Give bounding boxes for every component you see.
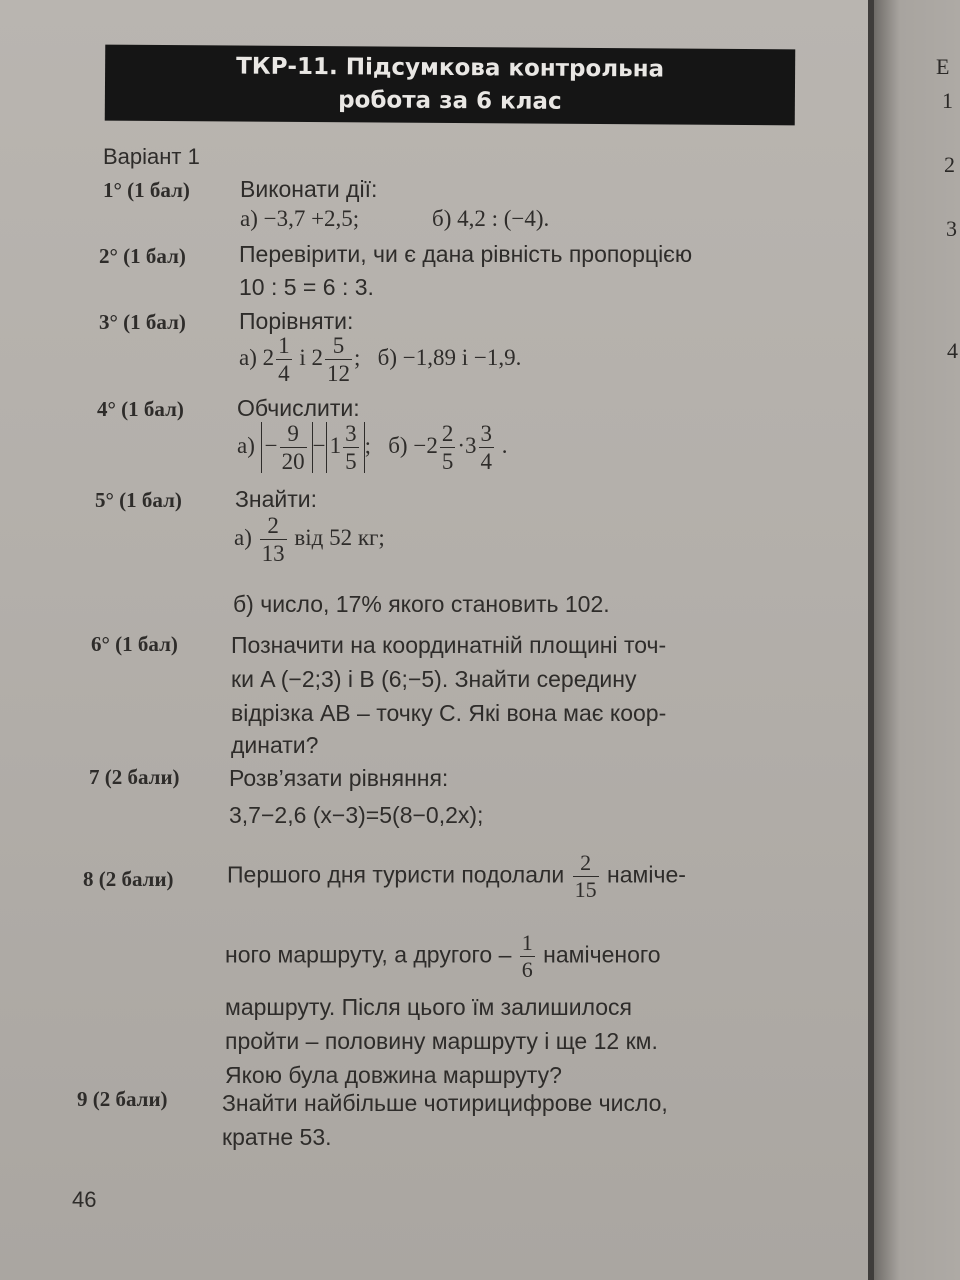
task-5-part-a — [234, 514, 385, 565]
fraction-denominator: 6 — [521, 957, 533, 982]
adjacent-page-glyph: 3 — [946, 216, 957, 241]
task-3-part-a-prefix: а) — [239, 344, 257, 370]
fraction-numerator: 2 — [441, 421, 454, 446]
task-1-title: Виконати дії: — [240, 176, 378, 202]
fraction-numerator: 1 — [278, 333, 290, 358]
task-4-minus: − — [312, 432, 326, 458]
task-8-line-1-text: Першого дня туристи подолали — [227, 861, 565, 888]
task-2-label: 2° (1 бал) — [99, 244, 186, 268]
task-1-label: 1° (1 бал) — [103, 178, 190, 202]
task-3-connector: і — [299, 344, 306, 370]
task-4-part-b-prefix: б) — [388, 432, 408, 458]
task-3-title: Порівняти: — [239, 308, 354, 334]
task-8-line-4: пройти – половину маршруту і ще 12 км. — [225, 1028, 658, 1054]
fraction-numerator: 2 — [260, 514, 287, 540]
adjacent-page-glyph: 4 — [947, 338, 958, 363]
task-2-line-1: Перевірити, чи є дана рівність пропорцією — [239, 241, 693, 267]
task-4-part-a-prefix: а) — [237, 432, 255, 458]
fraction-numerator: 5 — [325, 334, 352, 360]
title-line-1: ТКР-11. Підсумкова контрольна — [236, 53, 665, 83]
fraction-numerator: 1 — [521, 930, 533, 955]
task-3-fraction-1 — [276, 334, 292, 385]
task-3-expression — [239, 334, 521, 385]
task-4-expression — [237, 422, 508, 473]
abs-2-whole: 1 — [329, 432, 342, 458]
task-5-label: 5° (1 бал) — [95, 488, 182, 512]
adjacent-page-glyph: 2 — [944, 152, 955, 177]
adjacent-page-glyph: 1 — [942, 88, 953, 113]
task-8-fraction-2 — [520, 932, 535, 981]
page-number: 46 — [72, 1187, 97, 1212]
fraction-denominator: 15 — [574, 877, 597, 902]
task-4-dot: · — [457, 432, 466, 458]
fraction-numerator: 2 — [573, 852, 599, 877]
task-3-label: 3° (1 бал) — [99, 310, 186, 334]
task-3-whole-2: 2 — [311, 344, 324, 370]
task-9-line-2: кратне 53. — [222, 1124, 332, 1150]
task-6-line-2: ки A (−2;3) і B (6;−5). Знайти середину — [231, 666, 637, 692]
task-5-fraction — [260, 514, 287, 565]
task-8-line-2-text: ного маршруту, а другого – — [225, 941, 512, 968]
adjacent-page-glyph: Е — [936, 54, 950, 79]
task-3-fraction-2 — [325, 334, 352, 385]
task-3-whole-1: 2 — [262, 344, 275, 370]
task-1-part-a: а) −3,7 +2,5; — [240, 206, 360, 231]
task-4-end: . — [501, 432, 508, 458]
fraction-denominator: 20 — [281, 449, 305, 474]
task-4-fraction-2 — [479, 422, 495, 473]
task-8-line-2-end: наміченого — [543, 941, 661, 968]
fraction-denominator: 5 — [441, 449, 454, 474]
task-4-whole-1: −2 — [413, 432, 438, 458]
abs-1-fraction — [280, 422, 307, 473]
adjacent-page-edge — [874, 0, 960, 1280]
title-line-2: робота за 6 клас — [338, 87, 562, 115]
task-4-title: Обчислити: — [237, 395, 360, 421]
task-8-label: 8 (2 бали) — [83, 867, 174, 891]
fraction-numerator: 3 — [345, 421, 357, 446]
task-4-whole-2: 3 — [465, 432, 477, 458]
task-5-title: Знайти: — [235, 486, 318, 512]
abs-1-sign: − — [264, 432, 278, 458]
task-8-line-2 — [225, 932, 661, 981]
task-3-part-b: б) −1,89 і −1,9. — [377, 344, 522, 370]
fraction-denominator: 4 — [480, 449, 493, 474]
task-2-line-2: 10 : 5 = 6 : 3. — [239, 274, 374, 300]
task-8-line-1-end: наміче- — [607, 861, 686, 888]
title-banner — [105, 45, 796, 126]
task-4-label: 4° (1 бал) — [97, 397, 184, 421]
task-9-line-1: Знайти найбільше чотирицифрове число, — [222, 1090, 668, 1116]
task-7-label: 7 (2 бали) — [89, 765, 180, 789]
fraction-denominator: 4 — [278, 361, 290, 386]
task-8-line-5: Якою була довжина маршруту? — [225, 1062, 562, 1088]
task-8-line-1 — [227, 852, 686, 901]
task-5-part-a-text: від 52 кг; — [294, 524, 385, 550]
task-8-fraction-1 — [573, 852, 599, 901]
fraction-numerator: 9 — [280, 422, 307, 448]
task-7-title: Розв’язати рівняння: — [229, 765, 449, 791]
task-6-line-1: Позначити на координатній площині точ- — [231, 632, 667, 658]
task-6-label: 6° (1 бал) — [91, 632, 178, 656]
task-5-part-a-prefix: а) — [234, 524, 252, 550]
fraction-denominator: 5 — [345, 449, 357, 474]
task-3-separator: ; — [354, 344, 361, 370]
variant-label: Варіант 1 — [103, 144, 200, 169]
absolute-value-1 — [261, 422, 313, 473]
absolute-value-2 — [326, 422, 365, 473]
task-1-part-b: б) 4,2 : (−4). — [432, 206, 550, 231]
fraction-denominator: 12 — [327, 361, 351, 386]
task-7-equation: 3,7−2,6 (x−3)=5(8−0,2x); — [229, 802, 484, 828]
task-9-label: 9 (2 бали) — [77, 1087, 168, 1111]
fraction-denominator: 13 — [261, 541, 285, 566]
fraction-numerator: 3 — [480, 421, 493, 446]
abs-2-fraction — [343, 422, 359, 473]
task-6-line-4: динати? — [231, 732, 319, 758]
task-4-fraction-1 — [440, 422, 456, 473]
task-8-line-3: маршруту. Після цього їм залишилося — [225, 994, 632, 1020]
task-6-line-3: відрізка AB – точку C. Які вона має коор- — [231, 700, 667, 726]
task-4-separator: ; — [364, 432, 371, 458]
task-5-part-b: б) число, 17% якого становить 102. — [233, 591, 610, 617]
